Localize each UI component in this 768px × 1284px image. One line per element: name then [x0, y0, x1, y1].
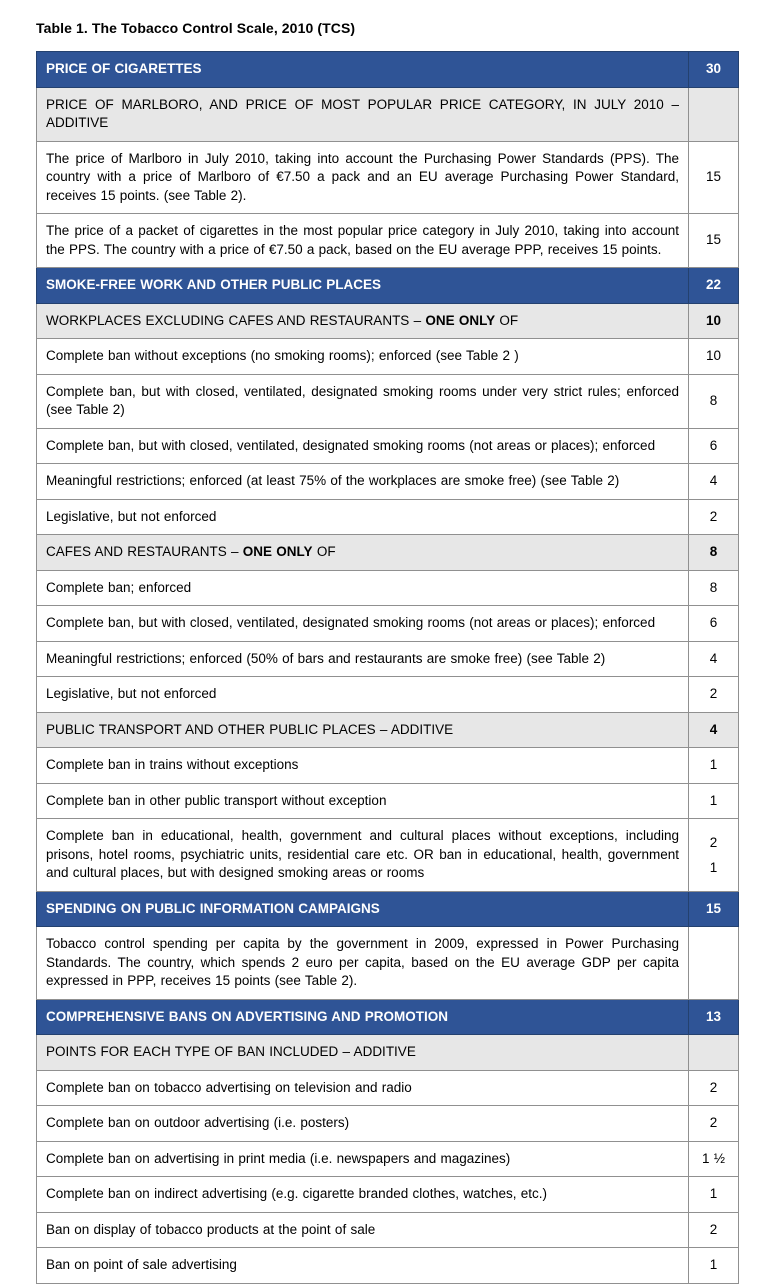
criteria-text: Complete ban in other public transport without exception [46, 792, 387, 808]
criteria-cell [37, 339, 689, 375]
criteria-text: PUBLIC TRANSPORT AND OTHER PUBLIC PLACES – ADDITIVE [46, 721, 454, 737]
points-cell: 1 [689, 1248, 739, 1284]
criteria-cell [37, 1248, 689, 1284]
criteria-cell [37, 1106, 689, 1142]
points-cell: 2 [689, 677, 739, 713]
subheader-row [37, 303, 739, 339]
criteria-cell [37, 712, 689, 748]
table-row [37, 641, 739, 677]
criteria-text-bold: ONE ONLY [242, 544, 313, 559]
points-cell: 1 [689, 748, 739, 784]
tcs-table [36, 51, 739, 1284]
section-row [37, 268, 739, 304]
criteria-text: Tobacco control spending per capita by the government in 2009, expressed in Power Purchasing Standards. The country, which spends 2 euro per capita, based on the EU average GDP per capita expressed in PPP, receives 15 points (see Table 2). [46, 936, 679, 988]
criteria-cell [37, 1177, 689, 1213]
criteria-cell [37, 927, 689, 1000]
section-row [37, 999, 739, 1035]
points-cell: 6 [689, 428, 739, 464]
subheader-row [37, 712, 739, 748]
criteria-cell [37, 570, 689, 606]
criteria-text: Complete ban in educational, health, government and cultural places without exceptions, including prisons, hotel rooms, psychiatric units, residential care etc. OR ban in educational, health, government and cultural places, but with designed smoking areas or rooms [46, 828, 679, 880]
criteria-cell [37, 87, 689, 141]
criteria-cell [37, 999, 689, 1035]
criteria-text: PRICE OF CIGARETTES [46, 61, 202, 76]
points-cell: 13 [689, 999, 739, 1035]
points-cell: 1 ½ [689, 1141, 739, 1177]
table-row [37, 464, 739, 500]
criteria-text: SPENDING ON PUBLIC INFORMATION CAMPAIGNS [46, 900, 380, 916]
criteria-text: OF [312, 544, 336, 559]
table-row [37, 141, 739, 214]
points-cell [689, 927, 739, 1000]
criteria-text: Complete ban; enforced [46, 579, 192, 595]
section-row [37, 891, 739, 927]
points-cell [689, 819, 739, 892]
points-cell [689, 1035, 739, 1071]
criteria-cell [37, 499, 689, 535]
points-cell: 1 [689, 783, 739, 819]
table-row [37, 1248, 739, 1284]
criteria-cell [37, 535, 689, 571]
criteria-cell [37, 268, 689, 304]
criteria-text: Ban on point of sale advertising [46, 1257, 237, 1272]
table-row [37, 374, 739, 428]
points-cell: 1 [689, 1177, 739, 1213]
criteria-cell [37, 52, 689, 88]
table-row [37, 783, 739, 819]
points-cell: 15 [689, 214, 739, 268]
points-cell: 6 [689, 606, 739, 642]
criteria-cell [37, 891, 689, 927]
criteria-cell [37, 1070, 689, 1106]
criteria-cell [37, 641, 689, 677]
criteria-text: Complete ban, but with closed, ventilated, designated smoking rooms (not areas or places); enforced [46, 437, 656, 453]
points-cell: 4 [689, 712, 739, 748]
table-row [37, 819, 739, 892]
table-row [37, 570, 739, 606]
table-row [37, 1106, 739, 1142]
criteria-text: Complete ban without exceptions (no smoking rooms); enforced (see Table 2 ) [46, 348, 519, 363]
table-row [37, 748, 739, 784]
criteria-text: Complete ban on indirect advertising (e.g. cigarette branded clothes, watches, etc.) [46, 1186, 548, 1201]
points-cell: 4 [689, 464, 739, 500]
criteria-text: Ban on display of tobacco products at the point of sale [46, 1221, 376, 1237]
subheader-row [37, 535, 739, 571]
criteria-text: POINTS FOR EACH TYPE OF BAN INCLUDED – ADDITIVE [46, 1044, 416, 1059]
criteria-text: COMPREHENSIVE BANS ON ADVERTISING AND PROMOTION [46, 1008, 449, 1024]
section-row [37, 52, 739, 88]
points-cell: 4 [689, 641, 739, 677]
criteria-text: Legislative, but not enforced [46, 508, 217, 524]
subheader-row [37, 87, 739, 141]
points-cell: 8 [689, 570, 739, 606]
criteria-cell [37, 214, 689, 268]
criteria-text: Complete ban on tobacco advertising on television and radio [46, 1079, 412, 1095]
points-value: 1 [709, 859, 718, 875]
table-row [37, 606, 739, 642]
points-cell: 22 [689, 268, 739, 304]
criteria-cell [37, 1035, 689, 1071]
criteria-cell [37, 141, 689, 214]
points-cell: 8 [689, 374, 739, 428]
table-row [37, 1212, 739, 1248]
points-cell: 2 [689, 1212, 739, 1248]
points-cell: 8 [689, 535, 739, 571]
criteria-text: Meaningful restrictions; enforced (50% of bars and restaurants are smoke free) (see Table 2) [46, 650, 606, 666]
criteria-cell [37, 748, 689, 784]
tcs-table-body [37, 52, 739, 1284]
points-cell: 10 [689, 339, 739, 375]
criteria-text: Complete ban, but with closed, ventilated, designated smoking rooms (not areas or places); enforced [46, 615, 656, 630]
table-title: Table 1. The Tobacco Control Scale, 2010 (TCS) [36, 20, 356, 36]
criteria-text: Complete ban on advertising in print media (i.e. newspapers and magazines) [46, 1150, 511, 1166]
table-row [37, 927, 739, 1000]
points-cell: 15 [689, 141, 739, 214]
criteria-text: Meaningful restrictions; enforced (at least 75% of the workplaces are smoke free) (see Table 2) [46, 473, 620, 488]
criteria-text: CAFES AND RESTAURANTS – [46, 544, 243, 559]
criteria-text: Legislative, but not enforced [46, 686, 217, 701]
points-cell: 15 [689, 891, 739, 927]
table-row [37, 1070, 739, 1106]
table-row [37, 428, 739, 464]
criteria-cell [37, 819, 689, 892]
criteria-text: SMOKE-FREE WORK AND OTHER PUBLIC PLACES [46, 277, 382, 292]
table-row [37, 1177, 739, 1213]
criteria-text: WORKPLACES EXCLUDING CAFES AND RESTAURANTS – [46, 312, 426, 328]
criteria-cell [37, 374, 689, 428]
table-row [37, 214, 739, 268]
points-cell: 2 [689, 1106, 739, 1142]
points-cell: 30 [689, 52, 739, 88]
points-value: 2 [709, 834, 718, 850]
criteria-text: Complete ban, but with closed, ventilated, designated smoking rooms under very strict rules; enforced (see Table 2) [46, 383, 679, 417]
table-row [37, 677, 739, 713]
criteria-cell [37, 606, 689, 642]
criteria-cell [37, 1212, 689, 1248]
points-cell: 2 [689, 499, 739, 535]
criteria-cell [37, 1141, 689, 1177]
criteria-cell [37, 783, 689, 819]
criteria-text: OF [495, 312, 519, 328]
criteria-cell [37, 303, 689, 339]
points-cell: 2 [689, 1070, 739, 1106]
criteria-text: Complete ban on outdoor advertising (i.e. posters) [46, 1115, 350, 1130]
subheader-row [37, 1035, 739, 1071]
criteria-cell [37, 464, 689, 500]
criteria-text: Complete ban in trains without exceptions [46, 757, 299, 772]
table-row [37, 499, 739, 535]
criteria-cell [37, 428, 689, 464]
table-row [37, 1141, 739, 1177]
criteria-text-bold: ONE ONLY [425, 312, 496, 328]
criteria-text: The price of Marlboro in July 2010, taking into account the Purchasing Power Standards (PPS). The country with a price of Marlboro of €7.50 a pack and an EU average Purchasing Power Standard, receives 15 points. (see Table 2). [46, 150, 679, 203]
points-cell: 10 [689, 303, 739, 339]
table-row [37, 339, 739, 375]
criteria-text: PRICE OF MARLBORO, AND PRICE OF MOST POPULAR PRICE CATEGORY, IN JULY 2010 – ADDITIVE [46, 96, 679, 130]
criteria-cell [37, 677, 689, 713]
criteria-text: The price of a packet of cigarettes in the most popular price category in July 2010, taking into account the PPS. The country with a price of €7.50 a pack, based on the EU average PPP, receives 15 points. [46, 223, 679, 257]
points-cell [689, 87, 739, 141]
